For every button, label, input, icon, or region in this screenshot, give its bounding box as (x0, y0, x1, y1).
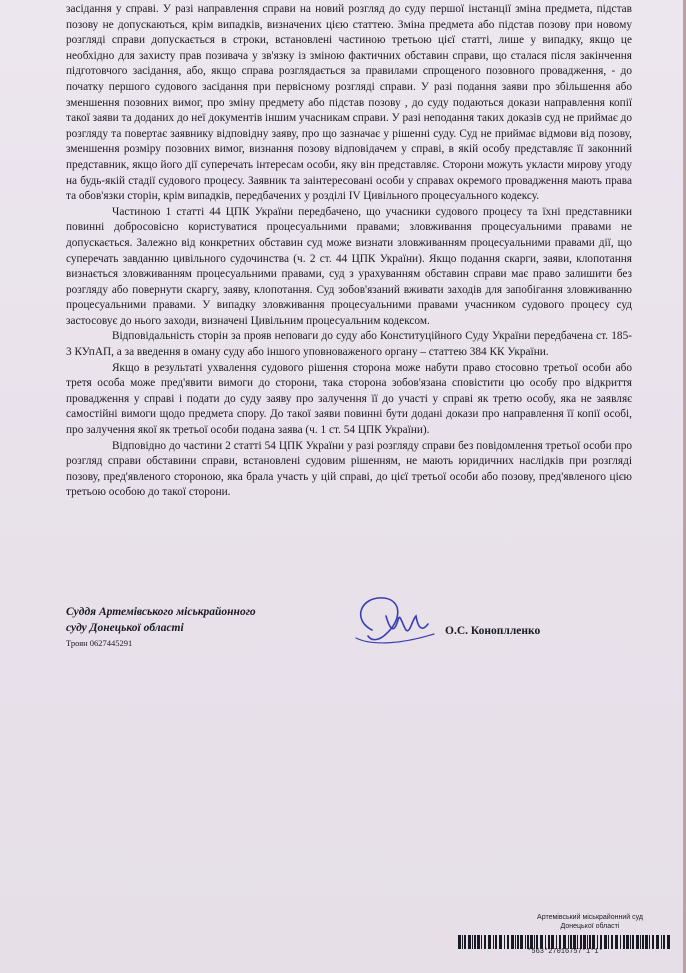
paragraph: Відповідно до частини 2 статті 54 ЦПК України у разі розгляду справи без повідомлення третьої особи про розгляд справи обставини справи, встановлені судовим рішенням, не мають юридичних наслідків при розгляді позову, пред'явленого стороною, яка брала участь у цій справі, до цієї третьої особи або позову, пред'явленого цією третьою особою до такої сторони. (66, 439, 632, 499)
judge-signature-block (66, 604, 256, 649)
paragraph: Частиною 1 статті 44 ЦПК України передбачено, що учасники судового процесу та їхні представники повинні добросовісно користуватися процесуальними правами; зловживання процесуальними правами не допускається. Залежно від конкретних обставин суд може визнати зловживанням процесуальними правами дії, що суперечать завданню цивільного судочинства (ч. 2 ст. 44 ЦПК України). Якщо подання скарги, заяви, клопотання визнається зловживанням процесуальними правами, суд з урахуванням обставин справи має право залишити без розгляду або повернути скаргу, заяву, клопотання. Суд зобов'язаний вживати заходів для запобігання зловживанню процесуальними правами. У випадку зловживання процесуальними правами учасником судового процесу суд застосовує до нього заходи, визначені Цивільним процесуальним кодексом. (66, 205, 632, 327)
paragraph: засідання у справі. У разі направлення справи на новий розгляд до суду першої інстанції зміна предмета, підстав позову не допускаються, крім випадків, визначених цією статтею. Зміна предмета або підстав позову при новому розгляді справи допускається в строки, встановлені частиною третьою цієї статті, лише у випадку, якщо це необхідно для захисту прав позивача у зв'язку із зміною фактичних обставин справи, що сталася після закінчення підготовчого засідання, або, якщо справа розглядається за правилами спрощеного позовного провадження, - до початку першого судового засідання при первісному розгляді справи. У разі подання заяви про збільшення або зменшення позовних вимог, про зміну предмету або підстав позову , до суду подаються докази направлення копії такої заяви та доданих до неї документів іншим учасникам справи. У разі неподання таких доказів суд не приймає до розгляду та повертає заявнику відповідну заяву, про що зазначає у рішенні суду. Суд не приймає відмови від позову, зменшення розміру позовних вимог, визнання позову відповідачем у справі, в якій особу представляє її законний представник, якщо його дії суперечать інтересам особи, яку він представляє. Сторони можуть укласти мирову угоду на будь-якій стадії судового процесу. Заявник та заінтересовані особи у справах окремого провадження мають права та обов'язки сторін, крім випадків, передбачених у розділі IV Цивільного процесуального кодексу. (66, 3, 632, 203)
court-stamp (458, 913, 672, 931)
judge-title-line1: Суддя Артемівського міськрайонного (66, 606, 256, 618)
judge-name: О.С. Коноплленко (445, 625, 541, 637)
clerk-contact: Троян 0627445291 (66, 638, 133, 648)
stamp-region: Донецької області (560, 923, 620, 930)
stamp-court-name: Артемівський міськрайонний суд (537, 914, 643, 921)
handwritten-signature (342, 590, 438, 652)
judge-title-line2: суду Донецької області (66, 622, 184, 634)
document-body (66, 2, 632, 501)
paragraph: Якщо в результаті ухвалення судового рішення сторона може набути право стосовно третьої особи або третя особа може пред'явити вимоги до сторони, така сторона зобов'язана сповістити цю особу про відкриття провадження у справі і подати до суду заяву про залучення її до участі у справі як третю особу, яка не заявляє самостійні вимоги щодо предмета спору. До такої заяви повинні бути додані докази про направлення її копії особі, про залучення якої як третьої особи подана заява (ч. 1 ст. 54 ЦПК України). (66, 361, 632, 437)
barcode-text: *563*27016757*1*1* (527, 948, 603, 956)
barcode (458, 935, 672, 949)
paragraph: Відповідальність сторін за прояв неповаги до суду або Конституційного Суду України передбачена ст. 185-3 КУпАП, а за введення в оману суду або іншого уповноваженого органу – статтею 384 КК України. (66, 330, 632, 359)
